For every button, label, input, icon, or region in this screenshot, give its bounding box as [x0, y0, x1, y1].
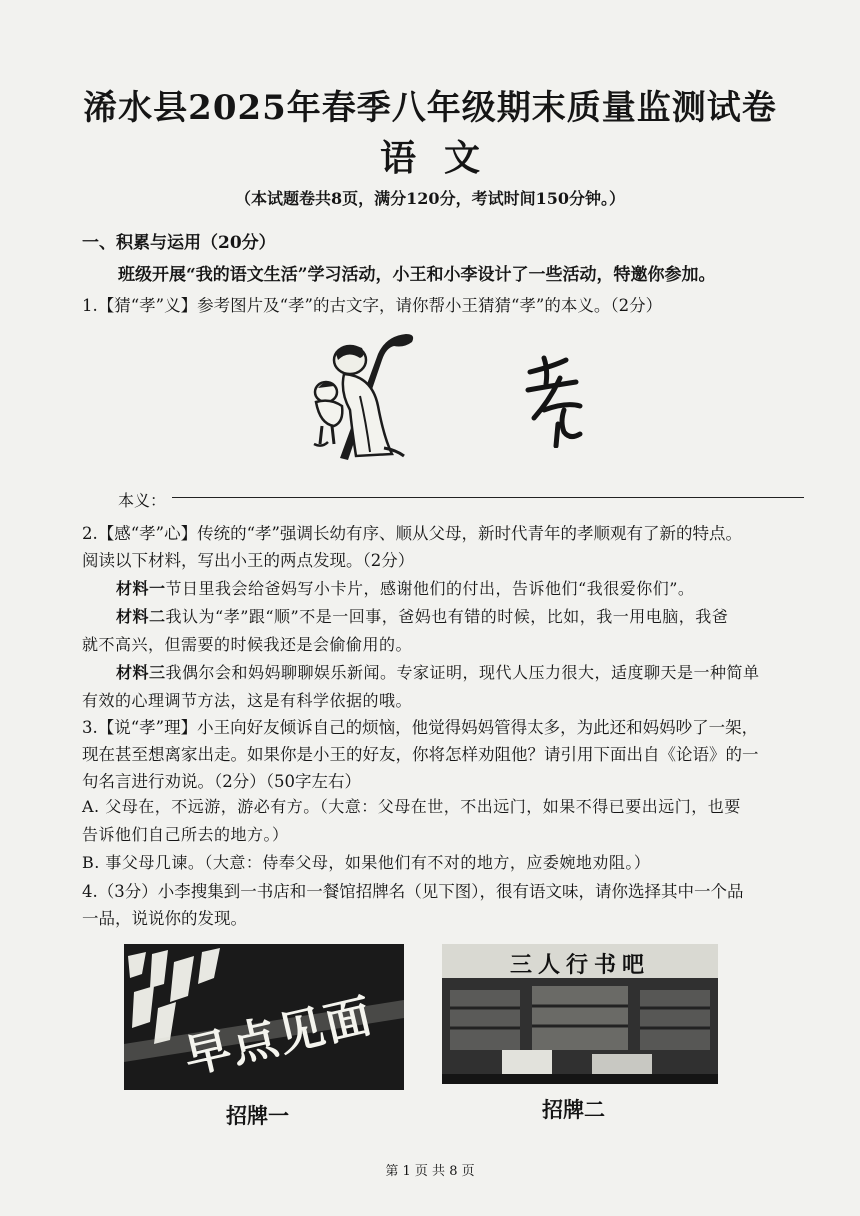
q3-line1: 3.【说“孝”理】小王向好友倾诉自己的烦恼，他觉得妈妈管得太多，为此还和妈妈吵了一架，	[82, 718, 759, 737]
section-intro: 班级开展“我的语文生活”学习活动，小王和小李设计了一些活动，特邀你参加。	[118, 265, 716, 285]
q3-line2: 现在甚至想离家出走。如果你是小王的好友，你将怎样劝阻他？请引用下面出自《论语》的一	[82, 745, 759, 764]
material-2	[116, 604, 728, 627]
signboard-1-photo	[124, 944, 404, 1090]
ancient-xiao-glyph-illustration	[520, 352, 590, 448]
exam-note: （本试题卷共8页，满分120分，考试时间150分钟。）	[235, 189, 625, 208]
material-3-label: 材料三	[116, 663, 166, 682]
q2-line2: 阅读以下材料，写出小王的两点发现。（2分）	[82, 551, 415, 570]
q3-line3: 句名言进行劝说。（2分）（50字左右）	[82, 772, 361, 791]
page-footer: 第 1 页 共 8 页	[385, 1164, 475, 1179]
material-1	[116, 576, 694, 599]
material-3	[116, 660, 760, 683]
exam-title: 浠水县2025年春季八年级期末质量监测试卷	[83, 88, 777, 128]
section-heading: 一、积累与运用（20分）	[82, 233, 276, 253]
q1-text: 1.【猜“孝”义】参考图片及“孝”的古文字，请你帮小王猜猜“孝”的本义。（2分）	[82, 296, 663, 315]
material-3-text: 我偶尔会和妈妈聊聊娱乐新闻。专家证明，现代人压力很大，适度聊天是一种简单	[165, 663, 760, 682]
elder-carrying-child-illustration	[300, 326, 430, 464]
q3-option-a-cont: 告诉他们自己所去的地方。）	[82, 825, 289, 844]
material-2-text-cont: 就不高兴，但需要的时候我还是会偷偷用的。	[82, 635, 413, 654]
material-2-text: 我认为“孝”跟“顺”不是一回事，爸妈也有错的时候，比如，我一用电脑，我爸	[165, 607, 729, 626]
material-1-text: 节日里我会给爸妈写小卡片，感谢他们的付出，告诉他们“我很爱你们”。	[165, 579, 695, 598]
bookshelf-interior-illustration	[442, 978, 718, 1084]
q2-line1: 2.【感“孝”心】传统的“孝”强调长幼有序、顺从父母，新时代青年的孝顺观有了新的特点。	[82, 524, 742, 543]
q3-option-a: A. 父母在，不远游，游必有方。（大意：父母在世，不出远门，如果不得已要出远门，也要	[82, 797, 741, 816]
q4-line1: 4.（3分）小李搜集到一书店和一餐馆招牌名（见下图），很有语文味，请你选择其中一个品	[82, 882, 744, 901]
q1-answer-line[interactable]	[172, 497, 804, 498]
signboard-2-text: 三人行书吧	[509, 952, 650, 978]
material-3-text-cont: 有效的心理调节方法，这是有科学依据的哦。	[82, 691, 413, 710]
signboard-2-caption: 招牌二	[542, 1098, 605, 1122]
subject-title: 语文	[379, 137, 508, 179]
q1-answer-label: 本义：	[118, 491, 167, 510]
q4-line2: 一品，说说你的发现。	[82, 909, 247, 928]
material-1-label: 材料一	[116, 579, 166, 598]
signboard-2-photo	[442, 944, 718, 1084]
signboard-1-caption: 招牌一	[226, 1104, 289, 1128]
signboard-1-text: 早点见面	[179, 988, 379, 1084]
material-2-label: 材料二	[116, 607, 166, 626]
q3-option-b: B. 事父母几谏。（大意：侍奉父母，如果他们有不对的地方，应委婉地劝阻。）	[82, 853, 651, 872]
